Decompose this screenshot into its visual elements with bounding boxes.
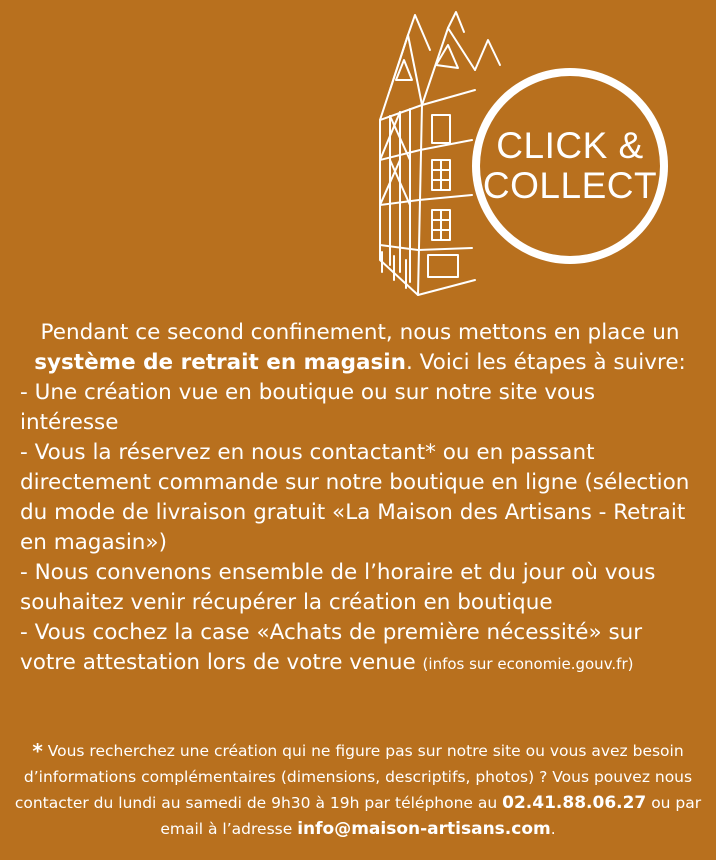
step-4-source: (infos sur economie.gouv.fr): [422, 655, 634, 673]
badge-line-2: COLLECT: [482, 165, 658, 206]
badge-line-1: CLICK &: [496, 125, 644, 166]
intro-bold-phrase: système de retrait en magasin: [34, 350, 406, 375]
step-4: [20, 618, 700, 679]
intro-text: [20, 318, 700, 679]
note-text-1: Vous recherchez une création qui ne figure pas sur notre site ou vous avez besoin d’informations complémentaires (dimensions, descriptifs, photos) ? Vous pouvez nous contacter du lundi au samedi de 9h30 à 19h par téléphone au: [14, 742, 693, 812]
click-collect-badge: [472, 68, 668, 264]
note-end: .: [550, 820, 556, 838]
intro-line-1: Pendant ce second confinement, nous mettons en place un: [40, 320, 680, 345]
email-address[interactable]: info@maison-artisans.com: [297, 819, 551, 839]
intro-line-2: [20, 348, 700, 378]
badge-inner: [480, 76, 660, 256]
intro-line-2-rest: . Voici les étapes à suivre:: [405, 350, 686, 375]
step-4-text: - Vous cochez la case «Achats de première nécessité» sur votre attestation lors de votre venue: [20, 620, 643, 675]
step-1: - Une création vue en boutique ou sur notre site vous intéresse: [20, 380, 596, 435]
contact-note: [14, 738, 702, 842]
note-text-2: ou par email à l’adresse: [160, 794, 702, 838]
step-3: - Nous convenons ensemble de l’horaire et du jour où vous souhaitez venir récupérer la création en boutique: [20, 560, 656, 615]
asterisk: *: [32, 739, 43, 763]
phone-number[interactable]: 02.41.88.06.27: [502, 793, 647, 813]
step-2: - Vous la réservez en nous contactant* ou en passant directement commande sur notre boutique en ligne (sélection du mode de livraison gratuit «La Maison des Artisans - Retrait en magasin»): [20, 440, 690, 555]
